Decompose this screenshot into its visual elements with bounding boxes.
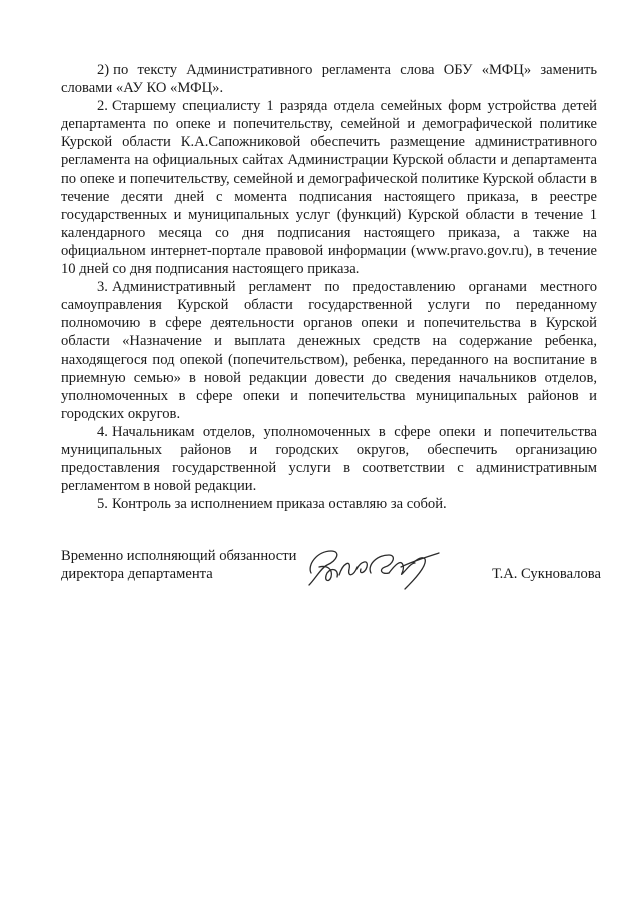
paragraph-2-sub [61, 61, 597, 97]
paragraph-text: по тексту Административного регламента слова ОБУ «МФЦ» заменить словами «АУ КО «МФЦ». [61, 62, 597, 97]
paragraph-number: 5. [97, 496, 108, 513]
paragraph-number: 2. [97, 98, 108, 115]
signature-block [61, 547, 601, 597]
paragraph-text: Контроль за исполнением приказа оставляю за собой. [111, 496, 447, 513]
paragraph-4 [61, 423, 597, 495]
paragraph-number: 4. [97, 423, 108, 440]
paragraph-number: 2) [97, 62, 110, 78]
signatory-title-line-2: директора департамента [61, 566, 213, 583]
paragraph-5 [61, 495, 597, 513]
signatory-title-line-1: Временно исполняющий обязанности [61, 548, 297, 564]
paragraph-text: Старшему специалисту 1 разряда отдела семейных форм устройства детей департамента по опеке и попечительству, семейной и демографической политике Курской области К.А.Сапожниковой обеспечить размещение административного регламента на официальных сайтах Администрации Курской области и департамента по опеке и попечительству, семейной и демографической политике Курской области в течение десяти дней с момента подписания настоящего приказа, в реестре государственных и муниципальных услуг (функций) Курской области в течение 1 календарного месяца со дня подписания настоящего приказа, а также на официальном интернет-портале правовой информации (www.pravo.gov.ru), в течение 10 дней со дня подписания настоящего приказа. [61, 98, 597, 278]
paragraph-3 [61, 278, 597, 423]
handwritten-signature [297, 543, 447, 591]
document-body [61, 61, 597, 513]
signatory-name: Т.А. Сукновалова [492, 566, 601, 582]
paragraph-text: Начальникам отделов, уполномоченных в сфере опеки и попечительства муниципальных районов и городских округов, обеспечить организацию предоставления государственной услуги в соответствии с административным регламентом в новой редакции. [61, 423, 597, 495]
paragraph-text: Административный регламент по предоставлению органами местного самоуправления Курской области государственной услуги по переданному полномочию в сфере деятельности органов опеки и попечительства в Курской области «Назначение и выплата денежных средств на содержание ребенка, находящегося под опекой (попечительством), ребенка, переданного на воспитание в приемную семью» в новой редакции довести до сведения начальников отделов, уполномоченных в сфере опеки и попечительства муниципальных районов и городских округов. [61, 279, 597, 422]
paragraph-number: 3. [97, 279, 108, 296]
paragraph-2 [61, 97, 597, 278]
signatory-title [61, 547, 321, 583]
